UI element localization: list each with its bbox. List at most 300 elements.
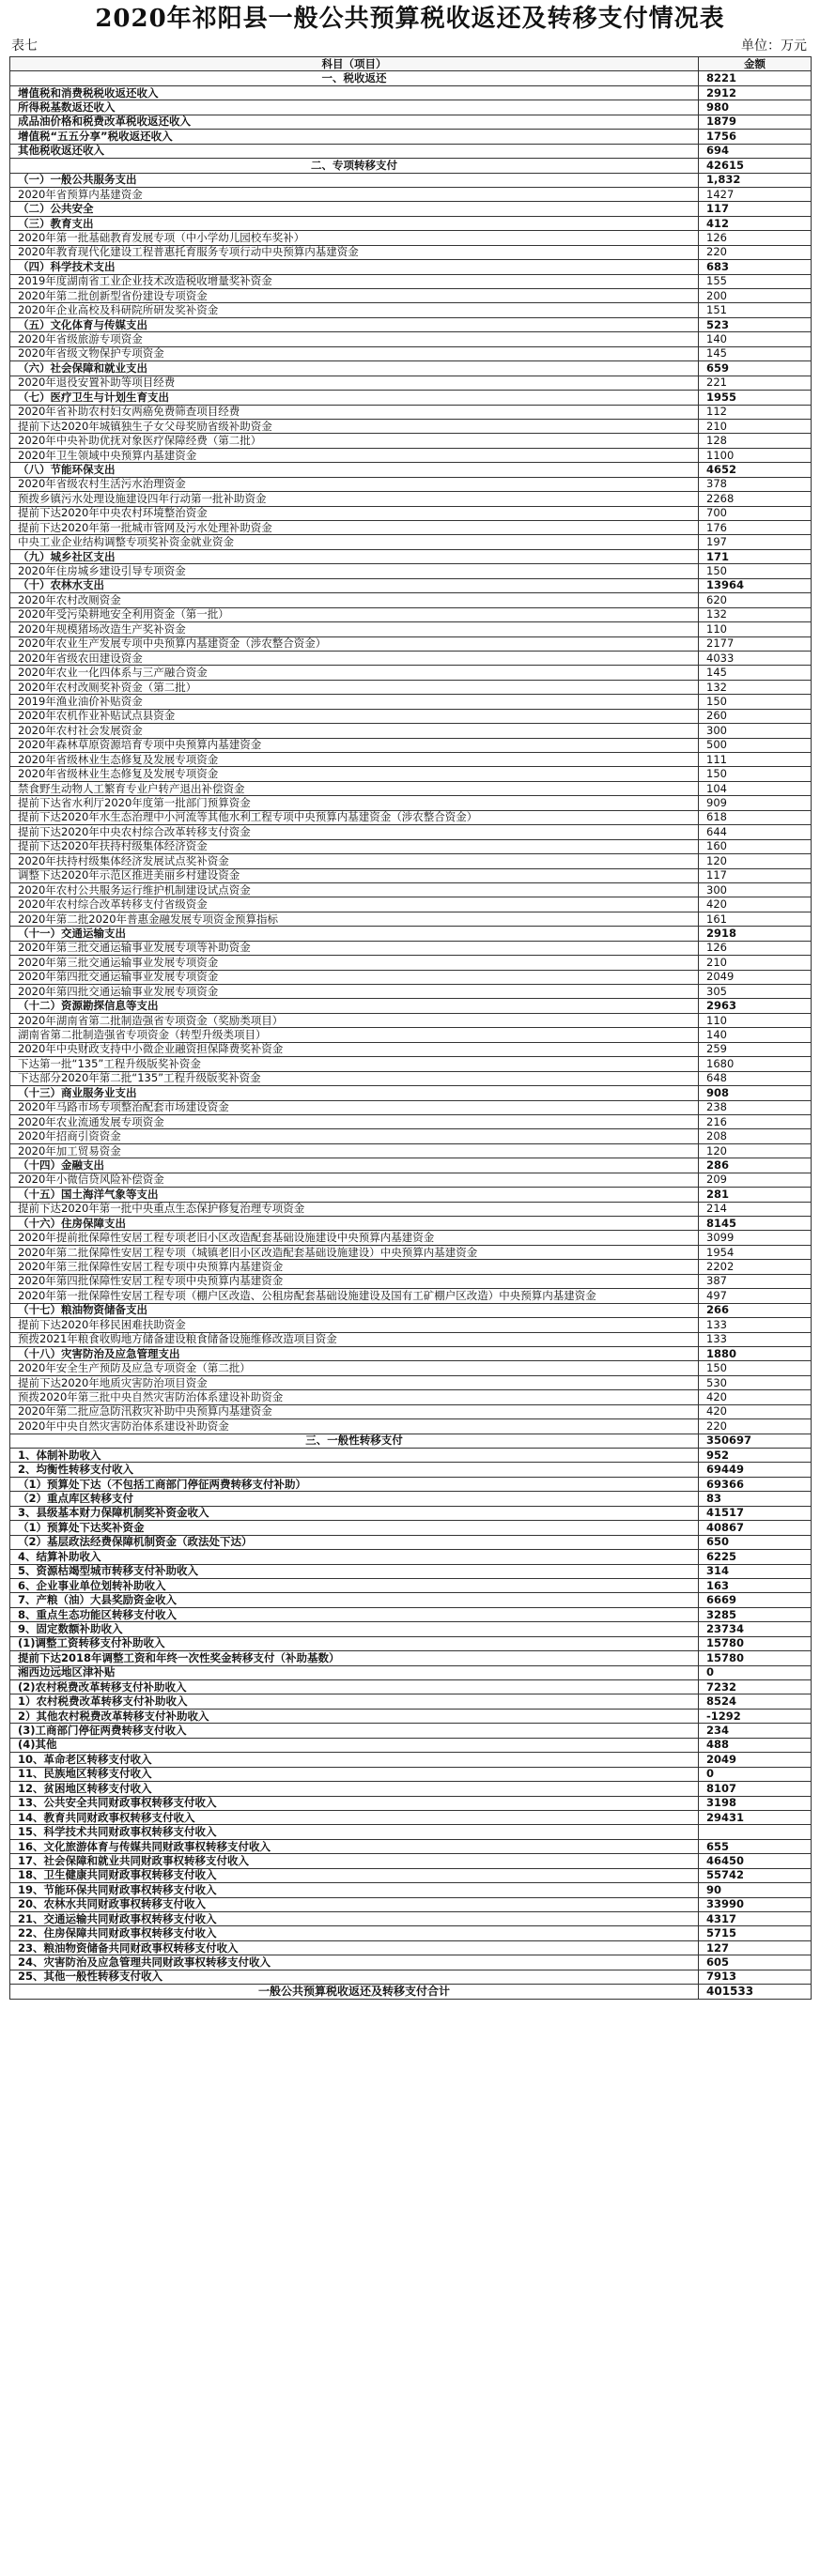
row-item-name: 调整下达2020年示范区推进美丽乡村建设资金 xyxy=(10,868,699,882)
table-body xyxy=(10,71,812,1999)
row-amount: 694 xyxy=(699,144,812,158)
row-amount: 117 xyxy=(699,202,812,216)
table-row xyxy=(10,549,812,563)
row-item-name: 2020年第四批保障性安居工程专项中央预算内基建资金 xyxy=(10,1274,699,1288)
row-item-name: 2、均衡性转移支付收入 xyxy=(10,1463,699,1477)
row-item-name: 2020年第三批交通运输事业发展专项等补助资金 xyxy=(10,941,699,955)
row-amount: 155 xyxy=(699,274,812,288)
table-row xyxy=(10,115,812,129)
table-row xyxy=(10,1926,812,1940)
row-item-name: 中央工业企业结构调整专项奖补资金就业资金 xyxy=(10,535,699,549)
row-item-name: 2）其他农村税费改革转移支付补助收入 xyxy=(10,1709,699,1723)
table-row xyxy=(10,1419,812,1434)
table-row xyxy=(10,941,812,955)
row-amount: 83 xyxy=(699,1492,812,1506)
table-row xyxy=(10,1260,812,1274)
row-amount: 1880 xyxy=(699,1346,812,1360)
table-row xyxy=(10,999,812,1013)
table-row xyxy=(10,1651,812,1665)
table-row xyxy=(10,753,812,767)
row-item-name: （十二）资源勘探信息等支出 xyxy=(10,999,699,1013)
row-amount: 1680 xyxy=(699,1057,812,1071)
row-item-name: 2020年省预算内基建资金 xyxy=(10,187,699,201)
row-amount: 644 xyxy=(699,825,812,839)
row-item-name: （二）公共安全 xyxy=(10,202,699,216)
row-item-name: 2020年农机作业补贴试点县资金 xyxy=(10,709,699,723)
row-item-name: 增值税和消费税税收返还收入 xyxy=(10,85,699,100)
table-row xyxy=(10,434,812,448)
row-amount: 214 xyxy=(699,1202,812,1216)
table-row xyxy=(10,1940,812,1955)
row-item-name: 14、教育共同财政事权转移支付收入 xyxy=(10,1810,699,1824)
row-amount: -1292 xyxy=(699,1709,812,1723)
row-item-name: 2020年提前批保障性安居工程专项老旧小区改造配套基础设施建设中央预算内基建资金 xyxy=(10,1231,699,1245)
row-item-name: 提前下达2020年移民困难扶助资金 xyxy=(10,1318,699,1332)
table-row xyxy=(10,1564,812,1578)
table-row xyxy=(10,868,812,882)
table-row xyxy=(10,1274,812,1288)
row-amount: 33990 xyxy=(699,1897,812,1911)
row-amount: 151 xyxy=(699,303,812,317)
row-item-name: 2020年招商引资资金 xyxy=(10,1129,699,1143)
row-amount: 0 xyxy=(699,1767,812,1781)
row-amount: 2268 xyxy=(699,492,812,506)
row-item-name: 20、农林水共同财政事权转移支付收入 xyxy=(10,1897,699,1911)
row-amount: 305 xyxy=(699,985,812,999)
row-item-name: 预拨2021年粮食收购地方储备建设粮食储备设施维修改造项目资金 xyxy=(10,1332,699,1346)
row-item-name: 2019年度湖南省工业企业技术改造税收增量奖补资金 xyxy=(10,274,699,288)
table-row xyxy=(10,1665,812,1679)
table-row xyxy=(10,1636,812,1650)
table-row xyxy=(10,956,812,970)
row-amount: 605 xyxy=(699,1955,812,1970)
table-row xyxy=(10,636,812,651)
row-amount: 650 xyxy=(699,1535,812,1549)
row-item-name: 2020年第三批交通运输事业发展专项资金 xyxy=(10,956,699,970)
table-row xyxy=(10,144,812,158)
table-row xyxy=(10,71,812,85)
table-row xyxy=(10,1143,812,1158)
row-amount: 4652 xyxy=(699,463,812,477)
table-row xyxy=(10,1985,812,1999)
row-amount: 5715 xyxy=(699,1926,812,1940)
row-item-name: 提前下达2020年城镇独生子女父母奖励省级补助资金 xyxy=(10,419,699,433)
row-item-name: 2020年第四批交通运输事业发展专项资金 xyxy=(10,985,699,999)
row-item-name: （1）预算处下达（不包括工商部门停征两费转移支付补助） xyxy=(10,1477,699,1491)
row-amount: 259 xyxy=(699,1042,812,1056)
row-amount: 980 xyxy=(699,100,812,115)
row-item-name: （十一）交通运输支出 xyxy=(10,927,699,941)
row-item-name: 13、公共安全共同财政事权转移支付收入 xyxy=(10,1796,699,1810)
table-row xyxy=(10,376,812,390)
table-row xyxy=(10,781,812,795)
table-row xyxy=(10,231,812,245)
table-row xyxy=(10,317,812,331)
row-item-name: 湘西边远地区津补贴 xyxy=(10,1665,699,1679)
row-item-name: (4)其他 xyxy=(10,1738,699,1752)
row-amount: 2963 xyxy=(699,999,812,1013)
row-item-name: （十三）商业服务业支出 xyxy=(10,1086,699,1100)
row-item-name: 2020年农村改厕资金 xyxy=(10,593,699,607)
row-item-name: 2020年省级林业生态修复及发展专项资金 xyxy=(10,767,699,781)
table-row xyxy=(10,810,812,824)
row-item-name: 其他税收返还收入 xyxy=(10,144,699,158)
row-item-name: 2020年卫生领域中央预算内基建资金 xyxy=(10,448,699,462)
row-amount: 126 xyxy=(699,231,812,245)
table-row xyxy=(10,1318,812,1332)
table-row xyxy=(10,477,812,491)
table-row xyxy=(10,492,812,506)
row-item-name: 2020年第二批保障性安居工程专项（城镇老旧小区改造配套基础设施建设）中央预算内基建资金 xyxy=(10,1245,699,1259)
row-item-name: 增值税“五五分享”税收返还收入 xyxy=(10,130,699,144)
table-row xyxy=(10,839,812,853)
row-item-name: 2020年退役安置补助等项目经费 xyxy=(10,376,699,390)
table-row xyxy=(10,187,812,201)
row-item-name: （1）预算处下达奖补资金 xyxy=(10,1521,699,1535)
row-item-name: 2020年第一批基础教育发展专项（中小学幼儿园校车奖补） xyxy=(10,231,699,245)
row-amount: 23734 xyxy=(699,1622,812,1636)
row-item-name: 2020年省级林业生态修复及发展专项资金 xyxy=(10,753,699,767)
row-amount: 197 xyxy=(699,535,812,549)
table-row xyxy=(10,666,812,680)
row-amount: 69449 xyxy=(699,1463,812,1477)
row-item-name: 提前下达2020年地质灾害防治项目资金 xyxy=(10,1375,699,1389)
table-row xyxy=(10,695,812,709)
row-item-name: 2020年安全生产预防及应急专项资金（第二批） xyxy=(10,1361,699,1375)
row-amount: 1100 xyxy=(699,448,812,462)
row-amount: 1954 xyxy=(699,1245,812,1259)
row-amount: 420 xyxy=(699,1404,812,1418)
table-row xyxy=(10,1404,812,1418)
row-item-name: 9、固定数额补助收入 xyxy=(10,1622,699,1636)
table-row xyxy=(10,1593,812,1607)
row-item-name: （十）农林水支出 xyxy=(10,578,699,592)
table-row xyxy=(10,346,812,360)
table-row xyxy=(10,970,812,984)
row-item-name: 禁食野生动物人工繁育专业户转产退出补偿资金 xyxy=(10,781,699,795)
row-amount: 497 xyxy=(699,1289,812,1303)
row-amount: 163 xyxy=(699,1578,812,1592)
row-item-name: 2019年渔业油价补贴资金 xyxy=(10,695,699,709)
row-amount: 1,832 xyxy=(699,173,812,187)
table-row xyxy=(10,607,812,621)
table-row xyxy=(10,100,812,115)
table-row xyxy=(10,927,812,941)
row-amount: 145 xyxy=(699,666,812,680)
row-item-name: 提前下达2020年第一批中央重点生态保护修复治理专项资金 xyxy=(10,1202,699,1216)
row-item-name: 提前下达2020年中央农村环境整治资金 xyxy=(10,506,699,520)
row-item-name: （六）社会保障和就业支出 xyxy=(10,361,699,376)
row-amount: 13964 xyxy=(699,578,812,592)
row-amount: 387 xyxy=(699,1274,812,1288)
table-row xyxy=(10,1912,812,1926)
row-amount: 69366 xyxy=(699,1477,812,1491)
row-amount: 300 xyxy=(699,882,812,897)
row-item-name: （八）节能环保支出 xyxy=(10,463,699,477)
row-amount: 234 xyxy=(699,1724,812,1738)
table-row xyxy=(10,825,812,839)
row-item-name: 提前下达2018年调整工资和年终一次性奖金转移支付（补助基数） xyxy=(10,1651,699,1665)
row-item-name: 2020年省级文物保护专项资金 xyxy=(10,346,699,360)
table-row xyxy=(10,332,812,346)
table-row xyxy=(10,1810,812,1824)
table-row xyxy=(10,1955,812,1970)
row-amount: 6225 xyxy=(699,1550,812,1564)
row-amount: 41517 xyxy=(699,1506,812,1520)
row-amount: 266 xyxy=(699,1303,812,1317)
table-row xyxy=(10,1332,812,1346)
row-amount: 150 xyxy=(699,1361,812,1375)
row-amount: 1427 xyxy=(699,187,812,201)
row-item-name: 2020年农村改厕奖补资金（第二批） xyxy=(10,680,699,694)
row-amount: 500 xyxy=(699,738,812,752)
row-item-name: 25、其他一般性转移支付收入 xyxy=(10,1970,699,1984)
row-item-name: 4、结算补助收入 xyxy=(10,1550,699,1564)
budget-table xyxy=(9,56,812,2000)
row-item-name: 提前下达2020年第一批城市管网及污水处理补助资金 xyxy=(10,521,699,535)
table-row xyxy=(10,1767,812,1781)
table-row xyxy=(10,245,812,259)
row-amount: 378 xyxy=(699,477,812,491)
row-item-name: 2020年湖南省第二批制造强省专项资金（奖励类项目） xyxy=(10,1013,699,1027)
table-row xyxy=(10,1434,812,1448)
row-item-name: （三）教育支出 xyxy=(10,216,699,230)
row-item-name: 二、专项转移支付 xyxy=(10,159,699,173)
row-item-name: 提前下达2020年中央农村综合改革转移支付资金 xyxy=(10,825,699,839)
row-amount: 238 xyxy=(699,1100,812,1114)
row-amount: 6669 xyxy=(699,1593,812,1607)
row-item-name: 8、重点生态功能区转移支付收入 xyxy=(10,1607,699,1621)
row-item-name: 16、文化旅游体育与传媒共同财政事权转移支付收入 xyxy=(10,1839,699,1853)
table-row xyxy=(10,680,812,694)
row-amount: 40867 xyxy=(699,1521,812,1535)
row-amount: 104 xyxy=(699,781,812,795)
table-row xyxy=(10,912,812,926)
row-amount: 420 xyxy=(699,897,812,912)
table-row xyxy=(10,1086,812,1100)
table-row xyxy=(10,1245,812,1259)
row-amount: 286 xyxy=(699,1158,812,1173)
row-item-name: 2020年省补助农村妇女两癌免费筛查项目经费 xyxy=(10,405,699,419)
table-row xyxy=(10,854,812,868)
row-amount: 8524 xyxy=(699,1694,812,1709)
row-amount: 210 xyxy=(699,956,812,970)
row-amount: 2049 xyxy=(699,1753,812,1767)
table-row xyxy=(10,391,812,405)
row-amount: 648 xyxy=(699,1071,812,1085)
row-amount: 15780 xyxy=(699,1651,812,1665)
row-item-name: 17、社会保障和就业共同财政事权转移支付收入 xyxy=(10,1854,699,1868)
table-row xyxy=(10,1231,812,1245)
row-item-name: 1、体制补助收入 xyxy=(10,1449,699,1463)
row-item-name: 2020年中央财政支持中小微企业融资担保降费奖补资金 xyxy=(10,1042,699,1056)
row-item-name: 提前下达2020年水生态治理中小河流等其他水利工程专项中央预算内基建资金（涉农整合资金） xyxy=(10,810,699,824)
row-item-name: 所得税基数返还收入 xyxy=(10,100,699,115)
row-amount: 112 xyxy=(699,405,812,419)
row-amount: 3099 xyxy=(699,1231,812,1245)
row-amount: 908 xyxy=(699,1086,812,1100)
table-row xyxy=(10,897,812,912)
row-item-name: 24、灾害防治及应急管理共同财政事权转移支付收入 xyxy=(10,1955,699,1970)
row-amount: 220 xyxy=(699,245,812,259)
row-item-name: 下达第一批“135”工程升级版奖补资金 xyxy=(10,1057,699,1071)
table-row xyxy=(10,1202,812,1216)
table-row xyxy=(10,1709,812,1723)
row-amount: 314 xyxy=(699,1564,812,1578)
table-row xyxy=(10,216,812,230)
row-item-name: 下达部分2020年第二批“135”工程升级版奖补资金 xyxy=(10,1071,699,1085)
table-row xyxy=(10,1158,812,1173)
row-item-name: 2020年加工贸易资金 xyxy=(10,1143,699,1158)
row-amount: 420 xyxy=(699,1390,812,1404)
row-amount: 200 xyxy=(699,289,812,303)
table-row xyxy=(10,448,812,462)
row-amount: 7232 xyxy=(699,1680,812,1694)
table-row xyxy=(10,796,812,810)
page-title: 2020年祁阳县一般公共预算税收返还及转移支付情况表 xyxy=(95,5,725,33)
table-row xyxy=(10,1521,812,1535)
row-item-name: 2020年省级农田建设资金 xyxy=(10,651,699,665)
row-amount: 3285 xyxy=(699,1607,812,1621)
table-row xyxy=(10,1738,812,1752)
table-row xyxy=(10,1390,812,1404)
row-amount: 523 xyxy=(699,317,812,331)
row-amount: 110 xyxy=(699,1013,812,1027)
table-row xyxy=(10,419,812,433)
row-amount: 140 xyxy=(699,332,812,346)
table-row xyxy=(10,578,812,592)
row-amount: 620 xyxy=(699,593,812,607)
row-amount: 176 xyxy=(699,521,812,535)
row-amount: 128 xyxy=(699,434,812,448)
table-row xyxy=(10,1854,812,1868)
table-row xyxy=(10,173,812,187)
row-item-name: 预拨乡镇污水处理设施建设四年行动第一批补助资金 xyxy=(10,492,699,506)
row-item-name: （七）医疗卫生与计划生育支出 xyxy=(10,391,699,405)
row-item-name: （十七）粮油物资储备支出 xyxy=(10,1303,699,1317)
table-row xyxy=(10,1883,812,1897)
row-amount: 909 xyxy=(699,796,812,810)
row-item-name: 2020年第二批应急防汛救灾补助中央预算内基建资金 xyxy=(10,1404,699,1418)
row-amount: 1756 xyxy=(699,130,812,144)
table-row xyxy=(10,1825,812,1839)
row-amount: 150 xyxy=(699,767,812,781)
row-amount: 2912 xyxy=(699,85,812,100)
row-item-name: 2020年农村社会发展资金 xyxy=(10,724,699,738)
table-row xyxy=(10,1449,812,1463)
row-amount: 150 xyxy=(699,564,812,578)
table-row xyxy=(10,1897,812,1911)
row-amount: 221 xyxy=(699,376,812,390)
table-label: 表七 xyxy=(11,38,38,54)
row-item-name: 2020年第三批保障性安居工程专项中央预算内基建资金 xyxy=(10,1260,699,1274)
table-row xyxy=(10,651,812,665)
table-row xyxy=(10,535,812,549)
row-item-name: 11、民族地区转移支付收入 xyxy=(10,1767,699,1781)
row-amount: 216 xyxy=(699,1114,812,1128)
row-item-name: 成品油价格和税费改革税收返还收入 xyxy=(10,115,699,129)
row-item-name: 3、县级基本财力保障机制奖补资金收入 xyxy=(10,1506,699,1520)
row-item-name: 2020年农业生产发展专项中央预算内基建资金（涉农整合资金） xyxy=(10,636,699,651)
row-amount: 4033 xyxy=(699,651,812,665)
row-item-name: 2020年中央补助优抚对象医疗保障经费（第二批） xyxy=(10,434,699,448)
table-row xyxy=(10,622,812,636)
row-item-name: 2020年教育现代化建设工程普惠托育服务专项行动中央预算内基建资金 xyxy=(10,245,699,259)
table-row xyxy=(10,1028,812,1042)
row-amount: 350697 xyxy=(699,1434,812,1448)
row-amount: 132 xyxy=(699,680,812,694)
row-amount: 2177 xyxy=(699,636,812,651)
table-row xyxy=(10,738,812,752)
row-item-name: 2020年森林草原资源培育专项中央预算内基建资金 xyxy=(10,738,699,752)
row-item-name: （十四）金融支出 xyxy=(10,1158,699,1173)
row-amount: 2049 xyxy=(699,970,812,984)
table-row xyxy=(10,506,812,520)
row-amount: 7913 xyxy=(699,1970,812,1984)
row-item-name: 10、革命老区转移支付收入 xyxy=(10,1753,699,1767)
table-row xyxy=(10,1492,812,1506)
row-item-name: 预拨2020年第三批中央自然灾害防治体系建设补助资金 xyxy=(10,1390,699,1404)
row-amount: 140 xyxy=(699,1028,812,1042)
row-amount: 281 xyxy=(699,1188,812,1202)
table-row xyxy=(10,1782,812,1796)
row-item-name: 23、粮油物资储备共同财政事权转移支付收入 xyxy=(10,1940,699,1955)
table-row xyxy=(10,1680,812,1694)
row-amount: 3198 xyxy=(699,1796,812,1810)
table-row xyxy=(10,1970,812,1984)
row-item-name: 2020年农业流通发展专项资金 xyxy=(10,1114,699,1128)
table-row xyxy=(10,767,812,781)
header-amount: 金额 xyxy=(699,57,812,71)
table-header-row xyxy=(10,57,812,71)
row-amount: 1955 xyxy=(699,391,812,405)
table-row xyxy=(10,405,812,419)
table-row xyxy=(10,1346,812,1360)
row-amount: 208 xyxy=(699,1129,812,1143)
row-amount: 952 xyxy=(699,1449,812,1463)
row-amount: 150 xyxy=(699,695,812,709)
table-row xyxy=(10,1550,812,1564)
table-row xyxy=(10,1839,812,1853)
row-item-name: 湖南省第二批制造强省专项资金（转型升级类项目） xyxy=(10,1028,699,1042)
row-item-name: 2020年省级旅游专项资金 xyxy=(10,332,699,346)
row-amount: 659 xyxy=(699,361,812,376)
table-row xyxy=(10,260,812,274)
table-row xyxy=(10,709,812,723)
table-row xyxy=(10,521,812,535)
row-amount: 133 xyxy=(699,1332,812,1346)
table-row xyxy=(10,1694,812,1709)
row-amount: 8107 xyxy=(699,1782,812,1796)
row-item-name: 2020年第四批交通运输事业发展专项资金 xyxy=(10,970,699,984)
row-item-name: 2020年小微信贷风险补偿资金 xyxy=(10,1173,699,1187)
row-amount: 4317 xyxy=(699,1912,812,1926)
table-row xyxy=(10,1463,812,1477)
row-amount: 488 xyxy=(699,1738,812,1752)
row-item-name: 15、科学技术共同财政事权转移支付收入 xyxy=(10,1825,699,1839)
table-row xyxy=(10,202,812,216)
table-row xyxy=(10,1303,812,1317)
row-item-name: 2020年农村公共服务运行维护机制建设试点资金 xyxy=(10,882,699,897)
table-row xyxy=(10,1289,812,1303)
table-row xyxy=(10,1622,812,1636)
table-row xyxy=(10,85,812,100)
table-row xyxy=(10,593,812,607)
row-amount: 655 xyxy=(699,1839,812,1853)
row-amount: 111 xyxy=(699,753,812,767)
row-item-name: (3)工商部门停征两费转移支付收入 xyxy=(10,1724,699,1738)
row-item-name: 2020年扶持村级集体经济发展试点奖补资金 xyxy=(10,854,699,868)
